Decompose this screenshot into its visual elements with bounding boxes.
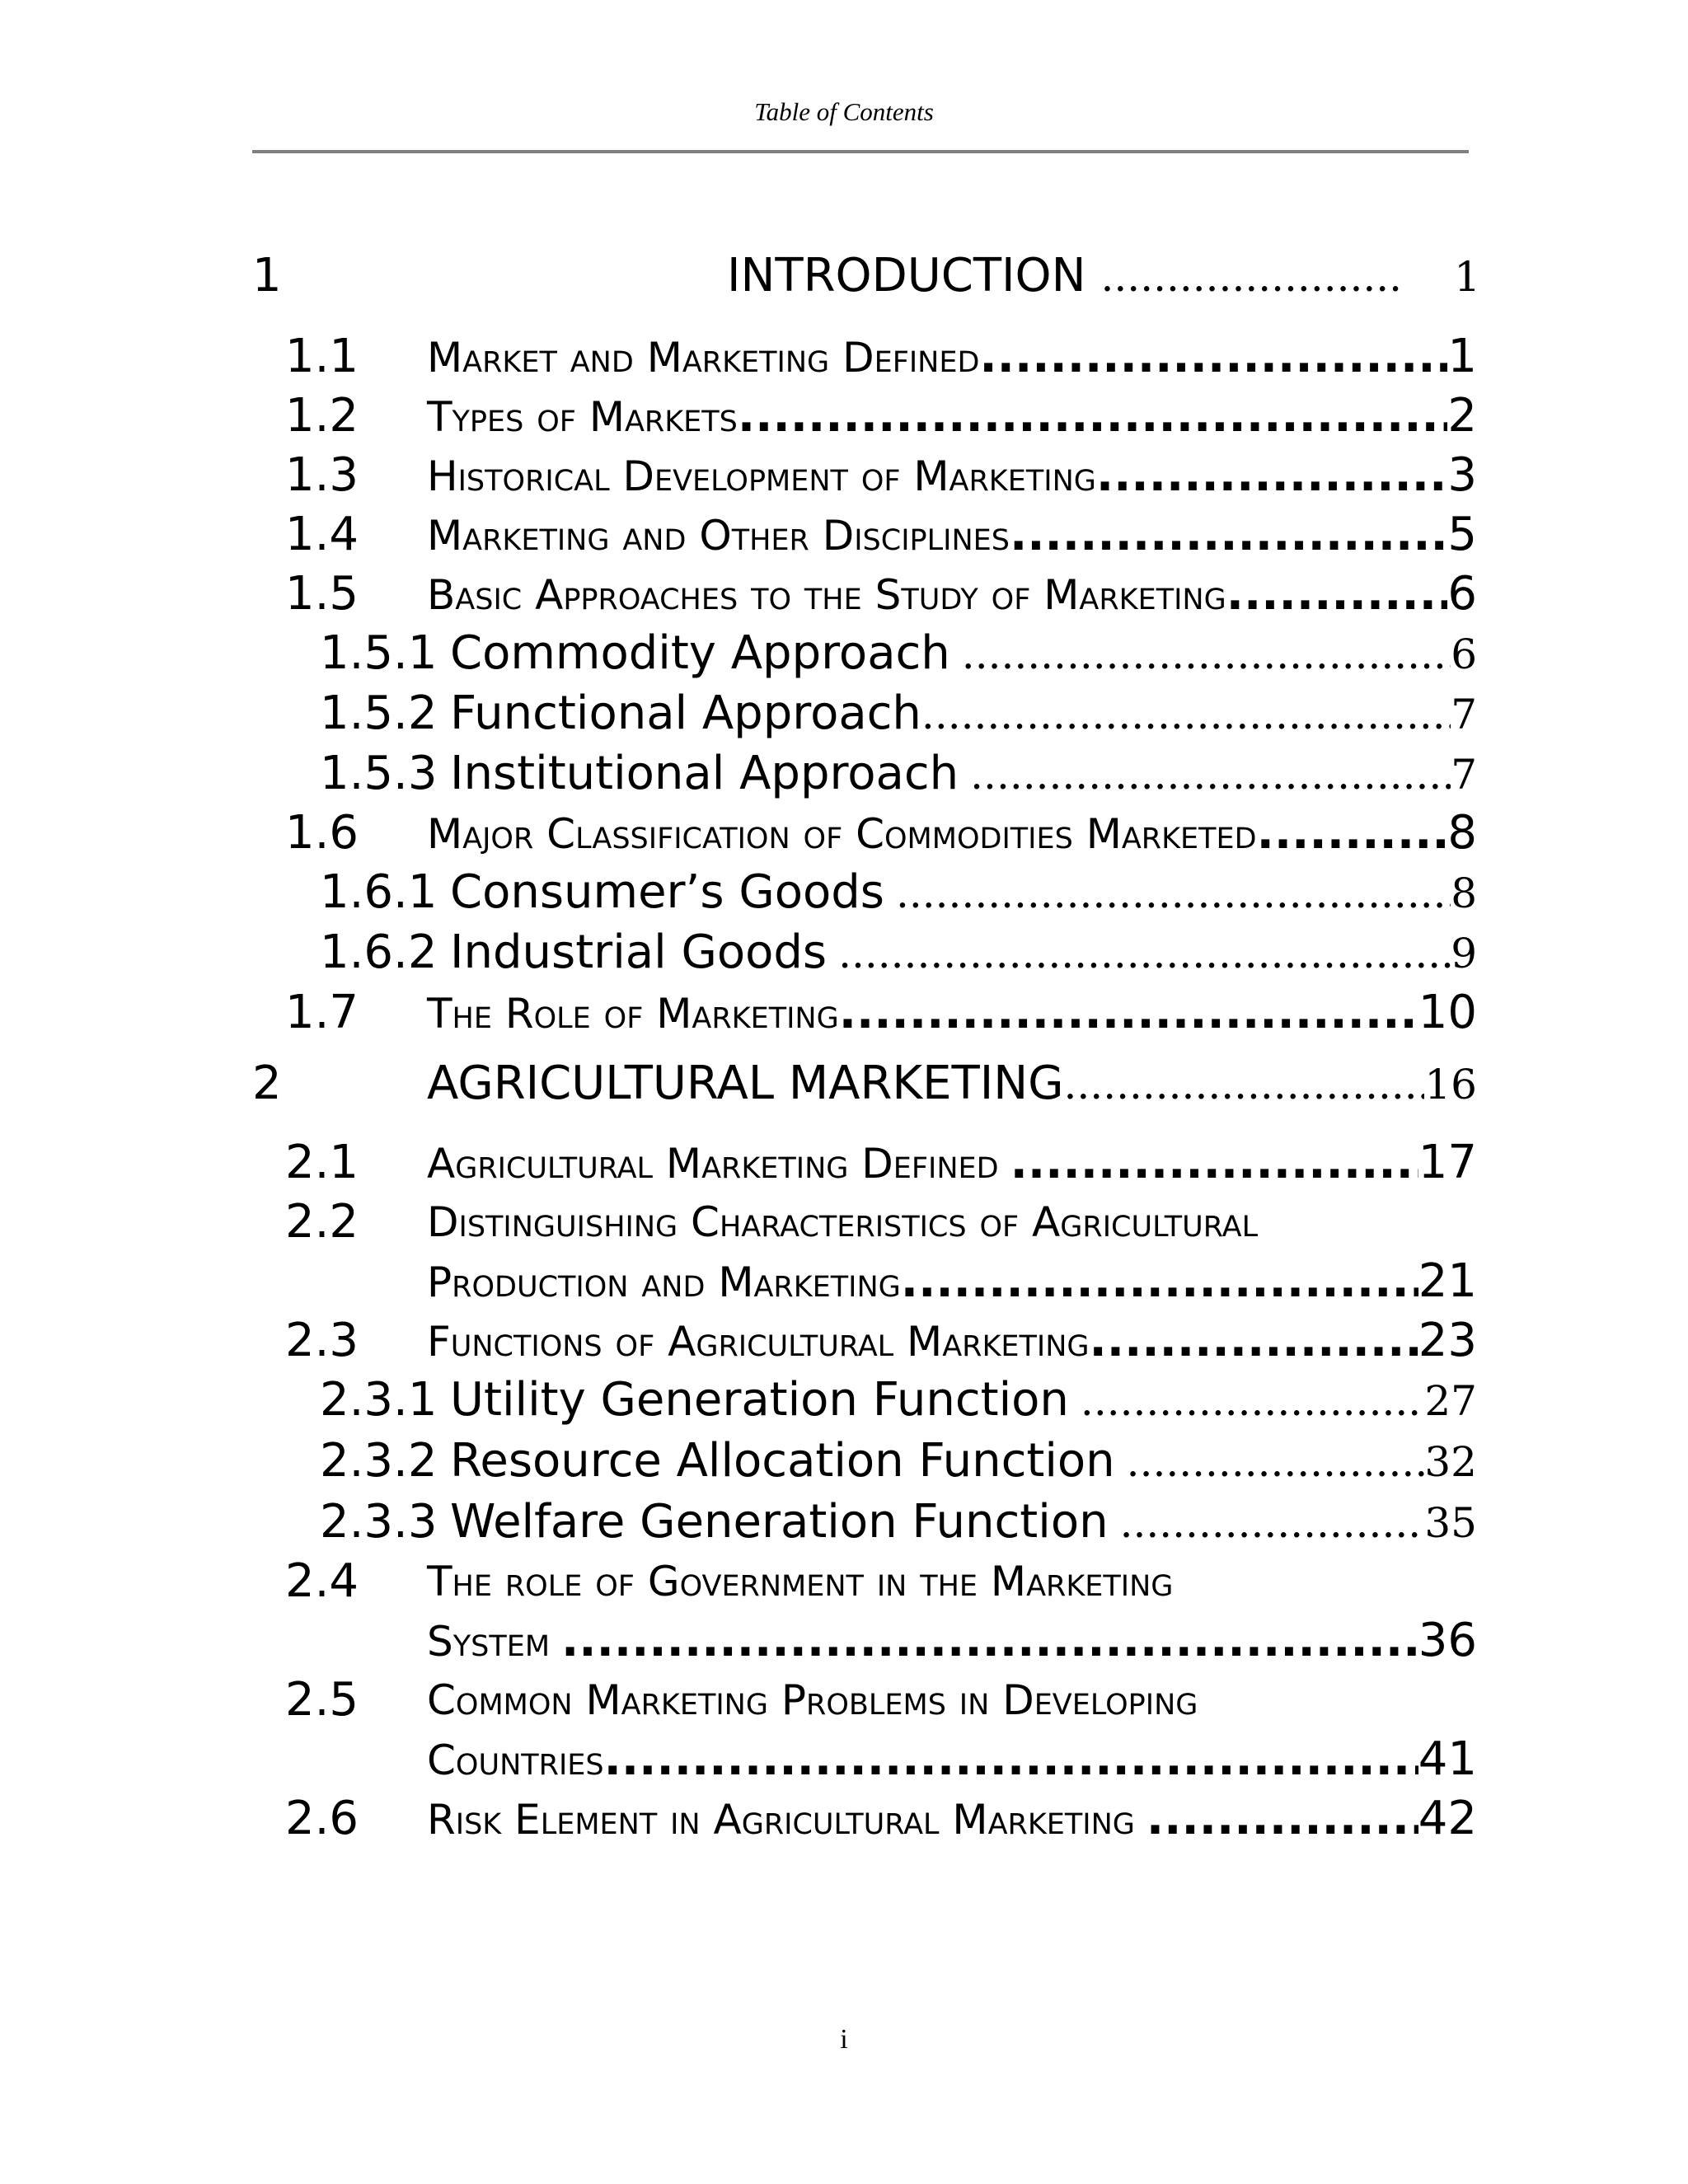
entry-title: Major Classification of Commodities Marketed — [427, 810, 1257, 858]
dot-leader — [970, 751, 1451, 799]
entry-title: Consumer’s Goods — [450, 865, 884, 919]
entry-title: Countries — [427, 1736, 604, 1784]
entry-title: Market and Marketing Defined — [427, 334, 980, 382]
entry-page: 21 — [1418, 1254, 1477, 1308]
toc-entry-1-2[interactable] — [285, 389, 1477, 455]
dot-leader — [979, 330, 1447, 383]
dot-leader — [901, 1254, 1418, 1308]
entry-title-line1: Common Marketing Problems in Developing — [427, 1676, 1198, 1724]
toc-entry-2-3-3[interactable] — [320, 1495, 1477, 1561]
entry-title: AGRICULTURAL MARKETING — [427, 1057, 1064, 1110]
entry-page: 1 — [1447, 330, 1477, 383]
entry-page: 35 — [1424, 1499, 1477, 1547]
entry-number: 1.6 — [285, 806, 359, 860]
entry-number: 2.2 — [285, 1195, 359, 1249]
toc-entry-2-3-2[interactable] — [320, 1434, 1477, 1500]
entry-page: 10 — [1418, 986, 1477, 1039]
entry-title: Basic Approaches to the Study of Marketing — [427, 571, 1226, 619]
entry-page: 23 — [1418, 1314, 1477, 1367]
page-number: i — [840, 2024, 848, 2055]
entry-number: 1.6.2 — [320, 926, 438, 979]
toc-entry-1-1[interactable] — [285, 330, 1477, 396]
dot-leader — [1064, 1061, 1425, 1108]
entry-number: 1.6.1 — [320, 865, 438, 919]
dot-leader — [962, 630, 1451, 678]
entry-page: 27 — [1424, 1377, 1477, 1425]
dot-leader — [921, 691, 1451, 738]
entry-page: 5 — [1447, 508, 1477, 561]
toc-entry-2-4[interactable] — [285, 1554, 1477, 1678]
entry-number: 1.3 — [285, 448, 359, 502]
toc-entry-1-5-1[interactable] — [320, 626, 1477, 692]
dot-leader — [1101, 253, 1405, 301]
entry-number: 2.3 — [285, 1314, 359, 1367]
entry-page: 9 — [1451, 930, 1477, 977]
entry-number: 2.4 — [285, 1554, 359, 1608]
entry-page: 8 — [1451, 869, 1477, 917]
entry-title: Agricultural Marketing Defined — [427, 1140, 999, 1188]
toc-entry-1-6[interactable] — [285, 806, 1477, 872]
entry-page: 42 — [1418, 1792, 1477, 1845]
dot-leader — [1081, 1377, 1424, 1425]
entry-title: Functional Approach — [450, 687, 921, 740]
entry-number: 1.7 — [285, 986, 359, 1039]
entry-page: 6 — [1447, 567, 1477, 621]
entry-title: Marketing and Other Disciplines — [427, 512, 1010, 560]
entry-number: 2.5 — [285, 1673, 359, 1727]
toc-entry-1-5-3[interactable] — [320, 747, 1477, 813]
dot-leader — [1096, 448, 1447, 502]
entry-title: Industrial Goods — [450, 926, 828, 979]
dot-leader — [839, 986, 1418, 1039]
entry-title: System — [427, 1618, 551, 1666]
entry-title-line1: Distinguishing Characteristics of Agricultural — [427, 1198, 1259, 1246]
entry-number: 1.5.2 — [320, 687, 438, 740]
toc-entry-1[interactable] — [252, 249, 1480, 315]
entry-page: 2 — [1447, 389, 1477, 443]
entry-number: 1.1 — [285, 330, 359, 383]
entry-page: 41 — [1418, 1732, 1477, 1786]
entry-number: 1.5 — [285, 567, 359, 621]
toc-entry-1-7[interactable] — [285, 986, 1477, 1052]
entry-page: 7 — [1451, 751, 1477, 799]
dot-leader — [738, 389, 1447, 443]
toc-entry-2-1[interactable] — [285, 1136, 1477, 1202]
dot-leader — [1010, 1136, 1418, 1189]
toc-entry-2-3[interactable] — [285, 1314, 1477, 1380]
entry-number: 2.1 — [285, 1136, 359, 1189]
entry-page: 6 — [1451, 630, 1477, 678]
entry-title: Welfare Generation Function — [450, 1495, 1109, 1549]
dot-leader — [1090, 1314, 1418, 1367]
toc-entry-1-3[interactable] — [285, 448, 1477, 514]
running-header: Table of Contents — [754, 97, 934, 126]
entry-title: Resource Allocation Function — [450, 1434, 1115, 1488]
entry-title: Commodity Approach — [450, 626, 950, 680]
entry-title: Utility Generation Function — [450, 1373, 1069, 1427]
dot-leader — [1257, 806, 1448, 860]
entry-number: 1.5.1 — [320, 626, 438, 680]
dot-leader — [1010, 508, 1447, 561]
toc-entry-2-6[interactable] — [285, 1792, 1477, 1858]
entry-title: Risk Element in Agricultural Marketing — [427, 1796, 1135, 1844]
toc-entry-2-3-1[interactable] — [320, 1373, 1477, 1439]
toc-entry-1-4[interactable] — [285, 508, 1477, 574]
dot-leader — [1146, 1792, 1418, 1845]
entry-page: 17 — [1418, 1136, 1477, 1189]
entry-page: 1 — [1454, 253, 1480, 301]
entry-title: Functions of Agricultural Marketing — [427, 1318, 1090, 1366]
dot-leader — [1120, 1499, 1425, 1547]
entry-title: The Role of Marketing — [427, 990, 839, 1038]
dot-leader — [1226, 567, 1448, 621]
toc-entry-1-5-2[interactable] — [320, 687, 1477, 752]
entry-title: Types of Markets — [427, 393, 738, 441]
toc-entry-2[interactable] — [252, 1057, 1477, 1122]
entry-number: 2.6 — [285, 1792, 359, 1845]
dot-leader — [604, 1732, 1418, 1786]
toc-entry-1-6-2[interactable] — [320, 926, 1477, 991]
entry-number: 1.2 — [285, 389, 359, 443]
entry-number: 2.3.3 — [320, 1495, 438, 1549]
entry-number: 2 — [252, 1057, 282, 1110]
entry-page: 8 — [1447, 806, 1477, 860]
entry-title: INTRODUCTION — [727, 249, 1086, 302]
entry-title: Historical Development of Marketing — [427, 452, 1096, 500]
entry-number: 2.3.1 — [320, 1373, 438, 1427]
dot-leader — [561, 1614, 1418, 1667]
header-rule — [252, 150, 1469, 153]
entry-number: 1 — [252, 249, 282, 302]
dot-leader — [1127, 1438, 1425, 1486]
entry-number: 2.3.2 — [320, 1434, 438, 1488]
entry-page: 3 — [1447, 448, 1477, 502]
entry-number: 1.4 — [285, 508, 359, 561]
entry-page: 7 — [1451, 691, 1477, 738]
entry-title: Institutional Approach — [450, 747, 959, 800]
toc-entry-1-5[interactable] — [285, 567, 1477, 633]
dot-leader — [896, 869, 1451, 917]
entry-title-line1: The role of Government in the Marketing — [427, 1558, 1174, 1605]
entry-page: 16 — [1424, 1061, 1477, 1108]
entry-title: Production and Marketing — [427, 1258, 901, 1306]
entry-page: 36 — [1418, 1614, 1477, 1667]
dot-leader — [838, 930, 1451, 977]
toc-entry-2-2[interactable] — [285, 1195, 1477, 1319]
entry-page: 32 — [1424, 1438, 1477, 1486]
toc-entry-1-6-1[interactable] — [320, 865, 1477, 931]
toc-entry-2-5[interactable] — [285, 1673, 1477, 1797]
entry-number: 1.5.3 — [320, 747, 438, 800]
